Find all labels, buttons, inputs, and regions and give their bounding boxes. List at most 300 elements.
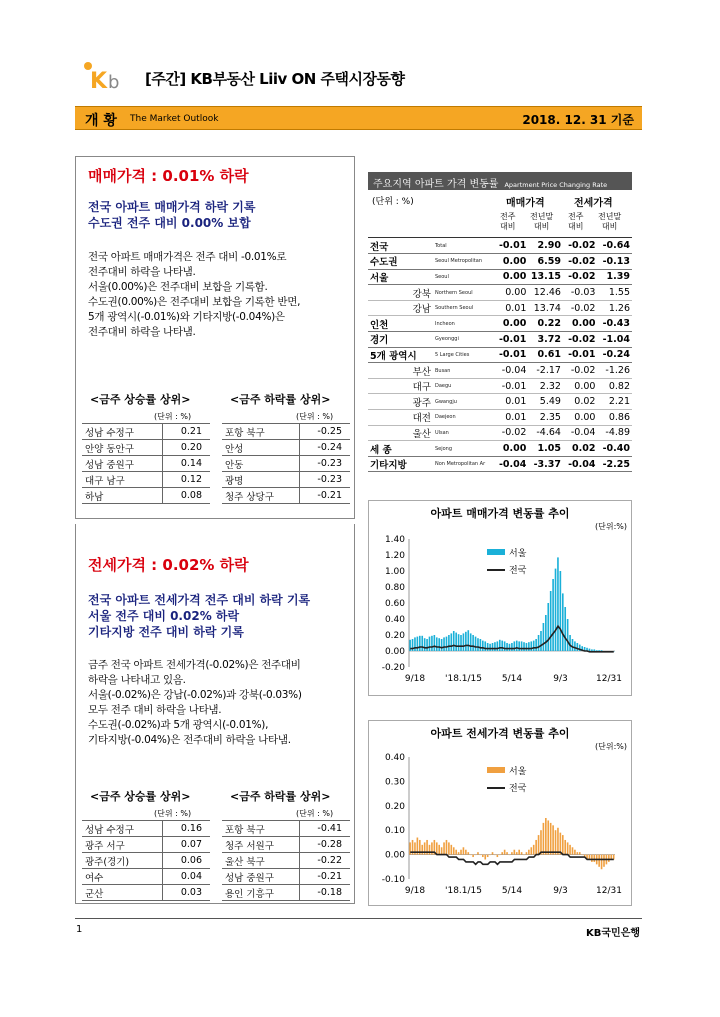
price-value: -0.24 bbox=[597, 347, 632, 363]
bar bbox=[560, 571, 562, 651]
price-value: 0.01 bbox=[494, 394, 529, 410]
x-tick-label: 5/14 bbox=[501, 674, 523, 684]
bar bbox=[591, 855, 593, 862]
price-value: -0.40 bbox=[597, 441, 632, 457]
svg-text:K: K bbox=[90, 69, 108, 94]
bar bbox=[472, 855, 474, 857]
price-region-en: Northern Seoul bbox=[433, 285, 494, 301]
bar bbox=[484, 855, 486, 860]
bar bbox=[509, 644, 511, 651]
y-tick-label: 0.40 bbox=[384, 615, 405, 625]
price-value: -0.01 bbox=[494, 378, 529, 394]
bar bbox=[506, 852, 508, 854]
rank-region: 성남 중원구 bbox=[82, 456, 163, 472]
bar bbox=[494, 855, 496, 856]
bar bbox=[523, 642, 525, 651]
price-value: -1.26 bbox=[597, 363, 632, 379]
price-region: 부산 bbox=[368, 363, 433, 379]
price-value: 0.02 bbox=[563, 394, 598, 410]
rank-value: 0.07 bbox=[163, 837, 210, 853]
rank-value: -0.21 bbox=[300, 488, 351, 504]
price-change-table-box bbox=[368, 172, 632, 472]
bar bbox=[538, 835, 540, 855]
price-value: 2.90 bbox=[528, 238, 563, 254]
bar bbox=[518, 641, 520, 651]
rank-value: -0.22 bbox=[300, 853, 351, 869]
sale-fall-title: <금주 하락률 상위> bbox=[230, 393, 331, 406]
price-region-en: Seoul bbox=[433, 269, 494, 285]
price-value: -0.02 bbox=[563, 238, 598, 254]
bar bbox=[533, 641, 535, 651]
price-value: -0.02 bbox=[563, 332, 598, 348]
y-tick-label: 0.80 bbox=[384, 583, 405, 593]
price-value: 1.39 bbox=[597, 269, 632, 285]
price-region-en: Total bbox=[433, 238, 494, 254]
bar bbox=[601, 650, 603, 651]
price-value: -3.37 bbox=[528, 456, 563, 472]
price-value: -0.01 bbox=[563, 347, 598, 363]
rank-row bbox=[82, 869, 210, 885]
rank-region: 성남 수정구 bbox=[82, 821, 163, 837]
price-region: 울산 bbox=[368, 425, 433, 441]
x-tick-label: 9/18 bbox=[404, 674, 426, 684]
price-row bbox=[368, 378, 632, 394]
rank-row bbox=[222, 488, 350, 504]
price-value: -1.04 bbox=[597, 332, 632, 348]
jeonse-chart-title: 아파트 전세가격 변동률 추이 bbox=[430, 727, 570, 740]
x-tick-label: 9/3 bbox=[553, 674, 568, 684]
y-tick-label: 1.00 bbox=[384, 567, 405, 577]
rank-row bbox=[82, 837, 210, 853]
price-value: 1.05 bbox=[528, 441, 563, 457]
rank-value: 0.03 bbox=[163, 885, 210, 901]
bar bbox=[530, 847, 532, 854]
price-row bbox=[368, 316, 632, 332]
rank-value: 0.14 bbox=[163, 456, 210, 472]
kb-logo-icon bbox=[78, 58, 128, 94]
bar bbox=[438, 638, 440, 651]
rank-value: -0.23 bbox=[300, 456, 351, 472]
bar bbox=[567, 619, 569, 651]
bar bbox=[492, 643, 494, 651]
bar bbox=[419, 636, 421, 651]
price-value: 0.02 bbox=[563, 441, 598, 457]
price-region-en: Gwangju bbox=[433, 394, 494, 410]
bar bbox=[591, 649, 593, 651]
bar bbox=[564, 840, 566, 855]
x-tick-label: 9/3 bbox=[553, 886, 568, 896]
sale-chart bbox=[369, 501, 631, 695]
price-value: -0.04 bbox=[563, 425, 598, 441]
bar bbox=[526, 643, 528, 651]
bar bbox=[528, 642, 530, 651]
price-value: -0.13 bbox=[597, 254, 632, 270]
bar bbox=[460, 850, 462, 855]
bar bbox=[557, 828, 559, 855]
price-value: 0.82 bbox=[597, 378, 632, 394]
bar bbox=[421, 845, 423, 855]
bar bbox=[593, 855, 595, 862]
bar bbox=[443, 842, 445, 854]
bar bbox=[562, 835, 564, 855]
bar bbox=[552, 579, 554, 651]
price-row bbox=[368, 347, 632, 363]
price-value: -0.02 bbox=[563, 269, 598, 285]
bar bbox=[543, 623, 545, 651]
price-value: 0.00 bbox=[563, 378, 598, 394]
bar bbox=[543, 823, 545, 855]
bar bbox=[499, 640, 501, 651]
rank-row bbox=[222, 837, 350, 853]
price-region: 대전 bbox=[368, 410, 433, 426]
section-subtitle: The Market Outlook bbox=[130, 114, 219, 124]
bar bbox=[431, 636, 433, 651]
price-value: -0.03 bbox=[563, 285, 598, 301]
price-row bbox=[368, 441, 632, 457]
price-row bbox=[368, 394, 632, 410]
bar bbox=[455, 850, 457, 855]
price-row bbox=[368, 300, 632, 316]
footer-bank-name: KB국민은행 bbox=[586, 928, 641, 939]
report-date: 2018. 12. 31 기준 bbox=[522, 113, 634, 127]
bar bbox=[451, 633, 453, 651]
chart-unit: (단위:%) bbox=[595, 522, 627, 531]
y-tick-label: 0.20 bbox=[384, 631, 405, 641]
bar bbox=[577, 643, 579, 651]
bar bbox=[545, 818, 547, 855]
price-value: 0.00 bbox=[494, 441, 529, 457]
bar bbox=[467, 852, 469, 854]
bar bbox=[540, 830, 542, 854]
bar bbox=[540, 631, 542, 651]
bar bbox=[538, 635, 540, 651]
jeonse-rise-unit: (단위 : %) bbox=[154, 809, 192, 818]
price-value: 1.26 bbox=[597, 300, 632, 316]
y-tick-label: -0.10 bbox=[381, 875, 405, 885]
rank-row bbox=[82, 885, 210, 901]
sale-rise-title: <금주 상승률 상위> bbox=[90, 393, 191, 406]
price-value: 2.35 bbox=[528, 410, 563, 426]
bar bbox=[581, 855, 583, 856]
rank-value: -0.23 bbox=[300, 472, 351, 488]
bar bbox=[446, 637, 448, 651]
rank-row bbox=[222, 456, 350, 472]
price-value: -2.25 bbox=[597, 456, 632, 472]
price-region: 전국 bbox=[368, 238, 433, 254]
price-row bbox=[368, 332, 632, 348]
bar bbox=[458, 852, 460, 854]
bar bbox=[518, 850, 520, 855]
rank-value: 0.16 bbox=[163, 821, 210, 837]
bar bbox=[492, 852, 494, 854]
rank-region: 성남 중원구 bbox=[222, 869, 300, 885]
bar bbox=[577, 852, 579, 854]
rank-value: -0.18 bbox=[300, 885, 351, 901]
y-tick-label: 0.60 bbox=[384, 599, 405, 609]
y-tick-label: 1.20 bbox=[384, 551, 405, 561]
price-value: 0.00 bbox=[494, 285, 529, 301]
bar bbox=[523, 855, 525, 856]
price-row bbox=[368, 269, 632, 285]
rank-value: -0.21 bbox=[300, 869, 351, 885]
x-tick-label: 12/31 bbox=[596, 886, 622, 896]
bar bbox=[535, 840, 537, 855]
price-value: 0.00 bbox=[494, 254, 529, 270]
bar bbox=[521, 641, 523, 651]
bar bbox=[480, 639, 482, 651]
price-value: 0.22 bbox=[528, 316, 563, 332]
rank-row bbox=[82, 853, 210, 869]
rank-value: 0.20 bbox=[163, 440, 210, 456]
price-value: -0.43 bbox=[597, 316, 632, 332]
bar bbox=[574, 850, 576, 855]
price-value: 0.86 bbox=[597, 410, 632, 426]
rank-region: 포항 북구 bbox=[222, 424, 300, 440]
price-value: 3.72 bbox=[528, 332, 563, 348]
rank-region: 광명 bbox=[222, 472, 300, 488]
rank-region: 광주 서구 bbox=[82, 837, 163, 853]
y-tick-label: 0.10 bbox=[384, 826, 405, 837]
bar bbox=[557, 557, 559, 651]
price-region-en: Southern Seoul bbox=[433, 300, 494, 316]
legend-label: 서울 bbox=[509, 767, 527, 777]
bar bbox=[455, 633, 457, 651]
price-region: 대구 bbox=[368, 378, 433, 394]
price-row bbox=[368, 410, 632, 426]
price-value: -0.01 bbox=[494, 238, 529, 254]
bar bbox=[598, 855, 600, 867]
y-tick-label: 0.00 bbox=[384, 647, 405, 657]
bar bbox=[589, 649, 591, 651]
bar bbox=[593, 649, 595, 651]
x-tick-label: 5/14 bbox=[501, 886, 523, 896]
bar bbox=[465, 850, 467, 855]
price-value: -0.02 bbox=[563, 300, 598, 316]
bar bbox=[424, 638, 426, 651]
bar bbox=[521, 852, 523, 854]
report-title: [주간] KB부동산 Liiv ON 주택시장동향 bbox=[145, 70, 405, 88]
legend-label: 전국 bbox=[509, 784, 527, 794]
bar bbox=[603, 855, 605, 867]
bar bbox=[429, 845, 431, 855]
legend-swatch bbox=[487, 767, 505, 773]
price-row bbox=[368, 363, 632, 379]
bar bbox=[443, 637, 445, 651]
price-change-table bbox=[368, 238, 632, 472]
price-value: 13.15 bbox=[528, 269, 563, 285]
bar bbox=[434, 635, 436, 651]
price-row bbox=[368, 285, 632, 301]
jeonse-rise-table bbox=[82, 820, 210, 901]
bar bbox=[487, 855, 489, 857]
bar bbox=[562, 593, 564, 651]
bar bbox=[417, 637, 419, 651]
bar bbox=[497, 641, 499, 651]
bar bbox=[504, 850, 506, 855]
bar bbox=[501, 852, 503, 854]
rank-region: 안동 bbox=[222, 456, 300, 472]
bar bbox=[436, 637, 438, 651]
rank-region: 성남 수정구 bbox=[82, 424, 163, 440]
sale-subtitle: 전국 아파트 매매가격 하락 기록 수도권 전주 대비 0.00% 보합 bbox=[88, 200, 256, 230]
price-value: -4.89 bbox=[597, 425, 632, 441]
rank-row bbox=[82, 440, 210, 456]
bar bbox=[506, 643, 508, 651]
price-value: -0.01 bbox=[494, 347, 529, 363]
price-value: -0.02 bbox=[494, 425, 529, 441]
bar bbox=[547, 603, 549, 651]
bar bbox=[489, 855, 491, 856]
page-number: 1 bbox=[76, 924, 83, 935]
jeonse-fall-title: <금주 하락률 상위> bbox=[230, 790, 331, 803]
x-tick-label: '18.1/15 bbox=[445, 674, 482, 684]
bar bbox=[547, 820, 549, 854]
rank-row bbox=[222, 885, 350, 901]
bar bbox=[572, 639, 574, 651]
jeonse-section bbox=[75, 524, 355, 904]
rank-row bbox=[82, 424, 210, 440]
bar bbox=[501, 641, 503, 651]
y-tick-label: 0.40 bbox=[384, 753, 405, 763]
price-value: -0.02 bbox=[563, 363, 598, 379]
bar bbox=[528, 850, 530, 855]
price-region: 강남 bbox=[368, 300, 433, 316]
chart-unit: (단위:%) bbox=[595, 742, 627, 751]
sale-rise-table bbox=[82, 423, 210, 504]
bar bbox=[545, 615, 547, 651]
rank-row bbox=[222, 440, 350, 456]
rank-region: 안성 bbox=[222, 440, 300, 456]
jeonse-body: 금주 전국 아파트 전세가격(-0.02%)은 전주대비 하락을 나타내고 있음. 서울(-0.02%)은 강남(-0.02%)과 강북(-0.03%) 모두 전주 대비 하락을 나타냄. 수도권(-0.02%)과 5개 광역시(-0.01%), 기타지방(-0.04%)은 전주대비 하락을 나타냄. bbox=[88, 659, 302, 746]
rank-value: 0.21 bbox=[163, 424, 210, 440]
section-title: 개 황 bbox=[85, 113, 117, 129]
sale-section bbox=[75, 156, 355, 519]
bar bbox=[482, 855, 484, 857]
price-region-en: Gyeonggi bbox=[433, 332, 494, 348]
sale-body: 전국 아파트 매매가격은 전주 대비 -0.01%로 전주대비 하락을 나타냄. 서울(0.00%)은 전주대비 보합을 기록함. 수도권(0.00%)은 전주대비 보합을 기록한 반면, 5개 광역시(-0.01%)와 기타지방(-0.04%)은 전주대비 하락을 나타냄. bbox=[88, 251, 301, 338]
price-region-en: Daejeon bbox=[433, 410, 494, 426]
price-region-en: 5 Large Cities bbox=[433, 347, 494, 363]
price-region-en: Seoul Metropolitan bbox=[433, 254, 494, 270]
bar bbox=[555, 830, 557, 854]
bar bbox=[574, 641, 576, 651]
rank-region: 용인 기흥구 bbox=[222, 885, 300, 901]
bar bbox=[470, 633, 472, 651]
price-region-en: Daegu bbox=[433, 378, 494, 394]
price-value: -0.04 bbox=[494, 363, 529, 379]
x-tick-label: '18.1/15 bbox=[445, 886, 482, 896]
rank-value: -0.24 bbox=[300, 440, 351, 456]
bar bbox=[458, 634, 460, 651]
y-tick-label: 0.30 bbox=[384, 777, 405, 788]
bar bbox=[504, 641, 506, 651]
rank-region: 포항 북구 bbox=[222, 821, 300, 837]
y-tick-label: 1.40 bbox=[384, 535, 405, 545]
rank-region: 울산 북구 bbox=[222, 853, 300, 869]
rank-row bbox=[82, 488, 210, 504]
section-banner bbox=[75, 106, 642, 130]
bar bbox=[475, 637, 477, 651]
price-row bbox=[368, 456, 632, 472]
price-region-en: Sejong bbox=[433, 441, 494, 457]
price-value: 1.55 bbox=[597, 285, 632, 301]
bar bbox=[499, 855, 501, 856]
rank-value: -0.28 bbox=[300, 837, 351, 853]
price-value: 0.00 bbox=[494, 316, 529, 332]
bar bbox=[533, 845, 535, 855]
bar bbox=[475, 855, 477, 856]
price-region: 인천 bbox=[368, 316, 433, 332]
bar bbox=[465, 632, 467, 651]
bar bbox=[535, 639, 537, 651]
rank-value: 0.04 bbox=[163, 869, 210, 885]
price-value: 13.74 bbox=[528, 300, 563, 316]
rank-row bbox=[222, 424, 350, 440]
rank-region: 안양 동안구 bbox=[82, 440, 163, 456]
bar bbox=[516, 641, 518, 651]
rank-row bbox=[82, 472, 210, 488]
price-region-en: Non Metropolitan Ar bbox=[433, 456, 494, 472]
price-value: -0.64 bbox=[597, 238, 632, 254]
rank-region: 하남 bbox=[82, 488, 163, 504]
sale-rise-unit: (단위 : %) bbox=[154, 412, 192, 421]
rank-region: 여수 bbox=[82, 869, 163, 885]
price-value: 0.01 bbox=[494, 410, 529, 426]
rank-row bbox=[222, 821, 350, 837]
bar bbox=[572, 847, 574, 854]
bar bbox=[516, 852, 518, 854]
rank-region: 청주 서원구 bbox=[222, 837, 300, 853]
price-value: 0.01 bbox=[494, 300, 529, 316]
bar bbox=[472, 635, 474, 651]
price-value: 0.00 bbox=[563, 316, 598, 332]
bar bbox=[451, 845, 453, 855]
price-value: -0.02 bbox=[563, 254, 598, 270]
jeonse-rise-title: <금주 상승률 상위> bbox=[90, 790, 191, 803]
price-region: 강북 bbox=[368, 285, 433, 301]
bar bbox=[514, 850, 516, 855]
bar bbox=[460, 635, 462, 651]
bar bbox=[453, 847, 455, 854]
bar bbox=[555, 569, 557, 651]
rank-value: -0.41 bbox=[300, 821, 351, 837]
price-value: 12.46 bbox=[528, 285, 563, 301]
legend-swatch bbox=[487, 549, 505, 555]
price-region: 광주 bbox=[368, 394, 433, 410]
bar bbox=[494, 642, 496, 651]
bar bbox=[421, 636, 423, 651]
price-row bbox=[368, 238, 632, 254]
bar bbox=[487, 643, 489, 651]
bar bbox=[509, 855, 511, 856]
footer-divider bbox=[75, 918, 642, 919]
price-value: 6.59 bbox=[528, 254, 563, 270]
rank-row bbox=[82, 821, 210, 837]
bar bbox=[477, 852, 479, 854]
x-tick-label: 9/18 bbox=[404, 886, 426, 896]
bar bbox=[448, 635, 450, 651]
y-tick-label: -0.20 bbox=[381, 663, 405, 673]
price-value: -4.64 bbox=[528, 425, 563, 441]
bar bbox=[426, 639, 428, 651]
price-value: -0.01 bbox=[494, 332, 529, 348]
series-line bbox=[410, 626, 614, 652]
bar bbox=[601, 855, 603, 870]
price-value: 5.49 bbox=[528, 394, 563, 410]
rank-value: 0.06 bbox=[163, 853, 210, 869]
bar bbox=[463, 847, 465, 854]
bar bbox=[453, 631, 455, 651]
